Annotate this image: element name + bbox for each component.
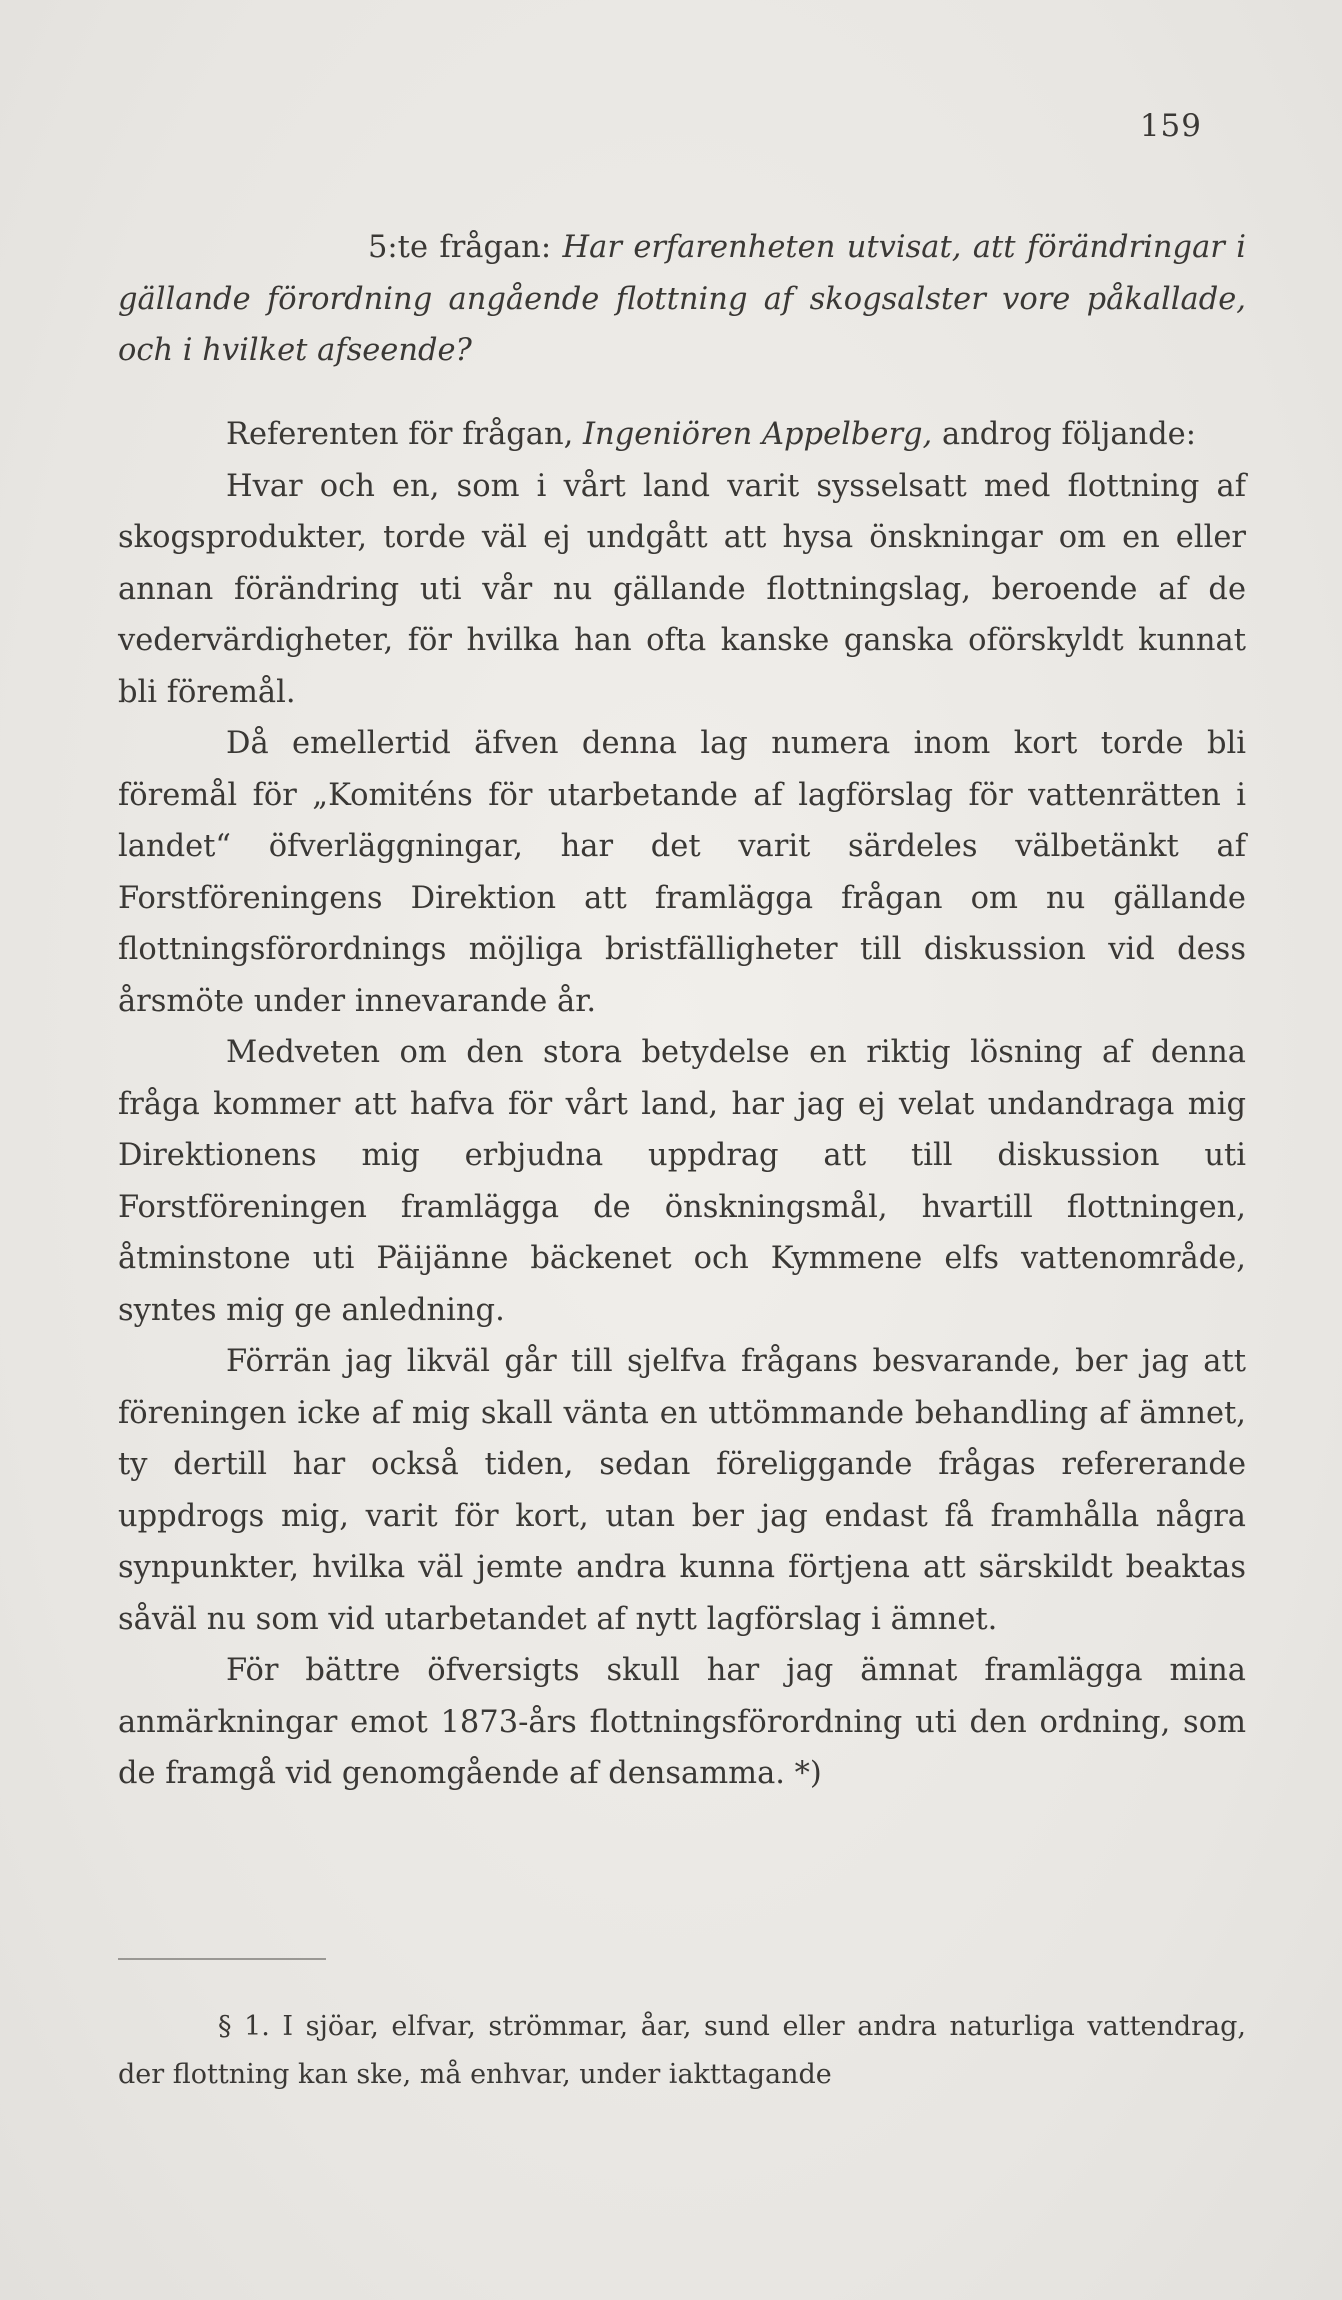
body-paragraph: Medveten om den stora betydelse en riktig lösning af denna fråga kommer att hafva för vårt land, har jag ej velat undandraga mig Direktionens mig erbjudna uppdrag att till diskussion uti Forstföreningen framlägga de önskningsmål, hvartill flottningen, åtminstone uti Päijänne bäckenet och Kymmene elfs vattenområde, syntes mig ge anledning. [118,1035,1246,1328]
footnote-divider [118,1958,326,1960]
question-label: 5:te frågan: [368,230,563,265]
question-block [118,222,1246,377]
page-number: 159 [1139,108,1202,144]
body-text [118,409,1246,1800]
question-paragraph [118,222,1246,377]
footnote-text: § 1. I sjöar, elfvar, strömmar, åar, sund eller andra naturliga vattendrag, der flottning kan ske, må enhvar, under iakttagande [118,2011,1246,2090]
footnote [118,2003,1246,2099]
intro-after: androg följande: [932,417,1196,452]
body-paragraph: Förrän jag likväl går till sjelfva frågans besvarande, ber jag att föreningen icke af mig skall vänta en uttömmande behandling af ämnet, ty dertill har också tiden, sedan föreliggande frågas refererande uppdrogs mig, varit för kort, utan ber jag endast få framhålla några synpunkter, hvilka väl jemte andra kunna förtjena att särskildt beaktas såväl nu som vid utarbetandet af nytt lagförslag i ämnet. [118,1344,1246,1637]
question-text: Har erfarenheten utvisat, att förändringar i gällande förordning angående flottning af skogsalster vore påkallade, och i hvilket afseende? [118,230,1247,368]
body-paragraph: Då emellertid äfven denna lag numera inom kort torde bli föremål för „Komiténs för utarbetande af lagförslag för vattenrätten i landet“ öfverläggningar, har det varit särdeles välbetänkt af Forstföreningens Direktion att framlägga frågan om nu gällande flottningsförordnings möjliga bristfälligheter till diskussion vid dess årsmöte under innevarande år. [118,726,1246,1019]
referent-name: Ingeniören Appelberg, [583,417,933,452]
intro-paragraph [118,409,1246,461]
intro-before: Referenten för frågan, [226,417,583,452]
body-paragraph: Hvar och en, som i vårt land varit sysselsatt med flottning af skogsprodukter, torde väl ej undgått att hysa önskningar om en eller annan förändring uti vår nu gällande flottningslag, beroende af de vedervärdigheter, för hvilka han ofta kanske ganska oförskyldt kunnat bli föremål. [118,468,1246,710]
body-paragraph: För bättre öfversigts skull har jag ämnat framlägga mina anmärkningar emot 1873-års flottningsförordning uti den ordning, som de framgå vid genomgående af densamma. *) [118,1653,1246,1791]
